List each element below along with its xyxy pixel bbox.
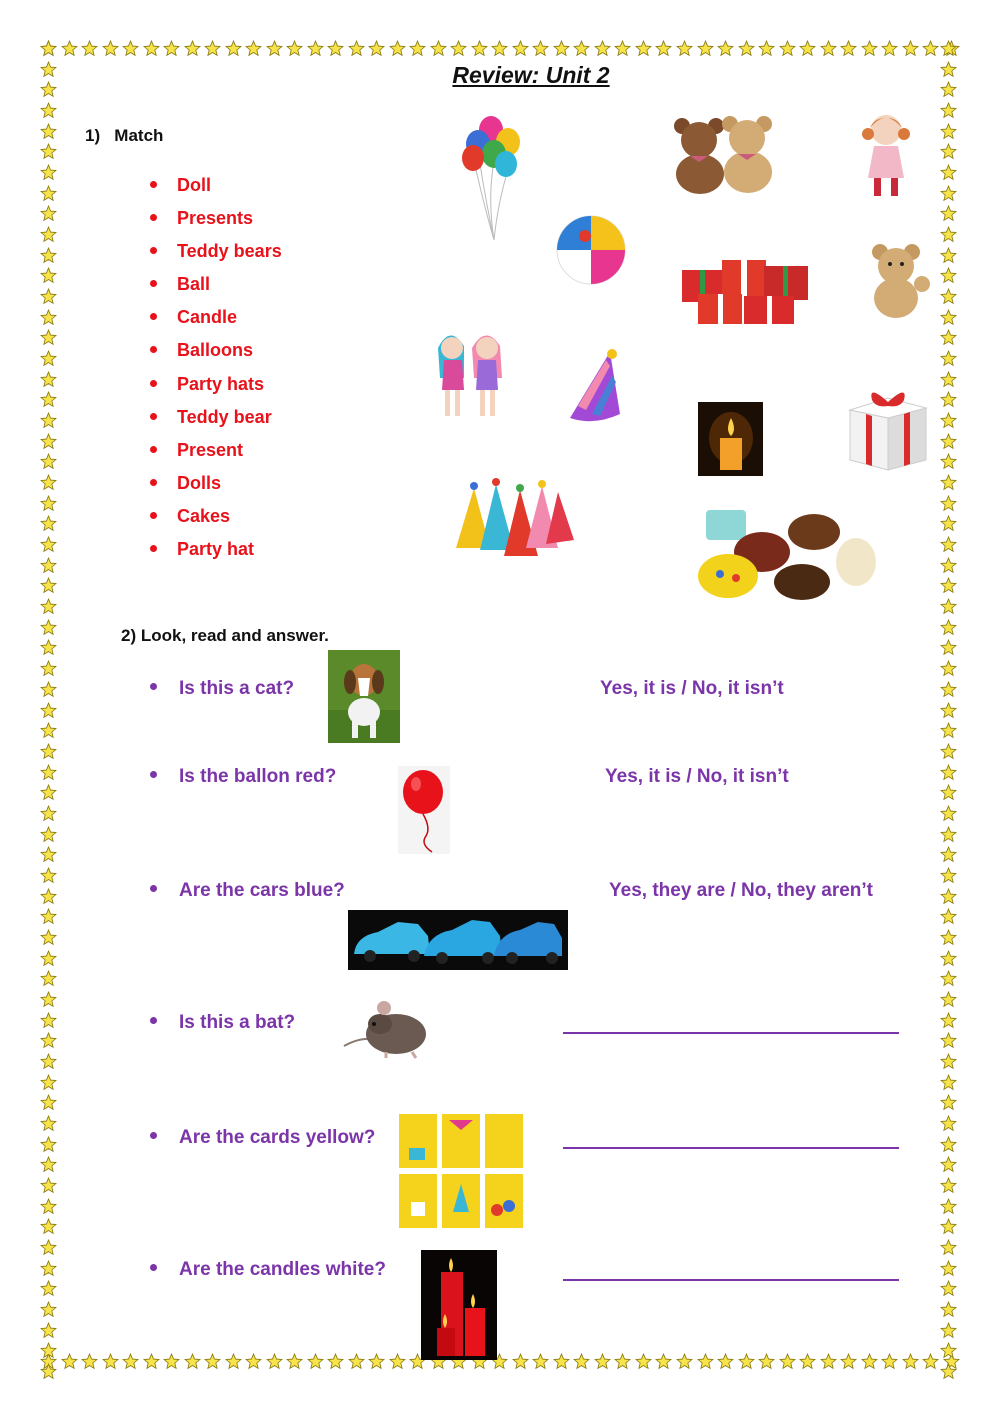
star-icon	[307, 1353, 324, 1370]
candle-icon	[698, 402, 763, 476]
star-icon	[676, 40, 693, 57]
star-icon	[40, 639, 57, 656]
star-icon	[940, 1156, 957, 1173]
star-icon	[940, 515, 957, 532]
match-word: Teddy bears	[150, 241, 282, 262]
star-icon	[940, 702, 957, 719]
star-icon	[940, 185, 957, 202]
star-icon	[940, 453, 957, 470]
star-icon	[940, 908, 957, 925]
star-icon	[163, 1353, 180, 1370]
star-icon	[40, 1260, 57, 1277]
star-icon	[940, 164, 957, 181]
star-icon	[940, 1177, 957, 1194]
star-icon	[204, 1353, 221, 1370]
star-icon	[758, 1353, 775, 1370]
star-icon	[940, 867, 957, 884]
star-icon	[940, 1363, 957, 1380]
star-icon	[940, 1032, 957, 1049]
star-icon	[368, 40, 385, 57]
star-icon	[40, 536, 57, 553]
star-icon	[40, 164, 57, 181]
star-icon	[81, 1353, 98, 1370]
presents-icon	[678, 250, 814, 326]
star-icon	[940, 929, 957, 946]
star-icon	[40, 185, 57, 202]
star-icon	[594, 40, 611, 57]
star-icon	[40, 950, 57, 967]
present-icon	[846, 384, 930, 472]
star-icon	[40, 205, 57, 222]
star-border-bottom	[40, 1353, 960, 1373]
star-icon	[491, 40, 508, 57]
star-icon	[143, 40, 160, 57]
star-icon	[573, 40, 590, 57]
star-icon	[102, 40, 119, 57]
question-item: Is this a cat?	[150, 678, 294, 700]
star-icon	[40, 1218, 57, 1235]
star-icon	[40, 577, 57, 594]
star-icon	[940, 557, 957, 574]
rat-icon	[342, 996, 436, 1060]
star-icon	[61, 40, 78, 57]
star-icon	[81, 40, 98, 57]
star-icon	[940, 722, 957, 739]
star-icon	[225, 1353, 242, 1370]
star-icon	[225, 40, 242, 57]
star-icon	[738, 1353, 755, 1370]
star-icon	[430, 40, 447, 57]
star-icon	[40, 391, 57, 408]
star-icon	[940, 1053, 957, 1070]
star-icon	[697, 40, 714, 57]
star-icon	[40, 226, 57, 243]
cars-icon	[348, 910, 568, 970]
star-icon	[553, 1353, 570, 1370]
star-icon	[40, 495, 57, 512]
star-icon	[676, 1353, 693, 1370]
star-icon	[40, 826, 57, 843]
star-icon	[40, 557, 57, 574]
star-icon	[940, 1074, 957, 1091]
star-icon	[327, 1353, 344, 1370]
star-icon	[940, 991, 957, 1008]
star-icon	[40, 1198, 57, 1215]
match-word: Candle	[150, 307, 237, 328]
answer-option: Yes, it is / No, it isn’t	[605, 766, 789, 787]
star-icon	[204, 40, 221, 57]
star-icon	[40, 867, 57, 884]
star-icon	[881, 1353, 898, 1370]
match-word: Balloons	[150, 340, 253, 361]
star-icon	[40, 1074, 57, 1091]
teddy-bears-icon	[668, 114, 776, 196]
star-icon	[940, 102, 957, 119]
star-icon	[348, 1353, 365, 1370]
star-icon	[820, 1353, 837, 1370]
star-icon	[573, 1353, 590, 1370]
star-icon	[940, 536, 957, 553]
star-icon	[368, 1353, 385, 1370]
star-icon	[697, 1353, 714, 1370]
party-hat-icon	[566, 348, 628, 424]
star-icon	[940, 433, 957, 450]
star-icon	[40, 288, 57, 305]
candles-icon	[421, 1250, 497, 1360]
star-icon	[40, 681, 57, 698]
star-icon	[40, 123, 57, 140]
star-icon	[940, 1136, 957, 1153]
star-icon	[940, 764, 957, 781]
star-icon	[40, 1280, 57, 1297]
star-icon	[266, 40, 283, 57]
star-icon	[940, 598, 957, 615]
star-icon	[409, 40, 426, 57]
star-icon	[940, 577, 957, 594]
star-icon	[717, 1353, 734, 1370]
star-icon	[40, 846, 57, 863]
star-icon	[40, 1136, 57, 1153]
question-item: Are the cards yellow?	[150, 1127, 375, 1149]
star-icon	[940, 660, 957, 677]
match-word: Party hat	[150, 539, 254, 560]
star-icon	[163, 40, 180, 57]
star-icon	[40, 722, 57, 739]
answer-line	[563, 1147, 899, 1149]
star-icon	[940, 805, 957, 822]
star-icon	[940, 329, 957, 346]
star-icon	[40, 1012, 57, 1029]
star-icon	[820, 40, 837, 57]
star-icon	[940, 391, 957, 408]
star-icon	[655, 40, 672, 57]
star-icon	[940, 495, 957, 512]
star-icon	[940, 247, 957, 264]
star-icon	[940, 1115, 957, 1132]
question-item: Is this a bat?	[150, 1012, 295, 1034]
star-icon	[286, 1353, 303, 1370]
star-icon	[940, 1239, 957, 1256]
star-icon	[40, 743, 57, 760]
star-icon	[940, 143, 957, 160]
star-icon	[532, 1353, 549, 1370]
star-icon	[614, 40, 631, 57]
star-icon	[40, 1342, 57, 1359]
star-icon	[40, 888, 57, 905]
section2-heading: 2) Look, read and answer.	[121, 626, 329, 645]
star-icon	[40, 350, 57, 367]
star-icon	[940, 371, 957, 388]
star-icon	[40, 1032, 57, 1049]
star-icon	[940, 226, 957, 243]
star-icon	[184, 1353, 201, 1370]
star-icon	[940, 743, 957, 760]
star-icon	[940, 826, 957, 843]
star-icon	[861, 1353, 878, 1370]
star-icon	[40, 660, 57, 677]
star-icon	[940, 412, 957, 429]
match-word: Dolls	[150, 473, 221, 494]
star-icon	[940, 1322, 957, 1339]
star-icon	[245, 40, 262, 57]
dolls-icon	[434, 328, 506, 420]
star-icon	[40, 1094, 57, 1111]
match-word: Doll	[150, 175, 211, 196]
star-icon	[532, 40, 549, 57]
match-word: Party hats	[150, 374, 264, 395]
doll-icon	[860, 110, 912, 200]
star-icon	[940, 123, 957, 140]
star-icon	[553, 40, 570, 57]
star-icon	[40, 1322, 57, 1339]
star-icon	[940, 846, 957, 863]
star-icon	[840, 40, 857, 57]
star-icon	[122, 40, 139, 57]
star-icon	[902, 40, 919, 57]
star-icon	[758, 40, 775, 57]
star-icon	[40, 619, 57, 636]
star-icon	[122, 1353, 139, 1370]
star-icon	[40, 1239, 57, 1256]
star-icon	[940, 267, 957, 284]
cakes-icon	[698, 504, 876, 602]
star-border-top	[40, 40, 960, 60]
star-icon	[922, 1353, 939, 1370]
star-icon	[40, 412, 57, 429]
star-icon	[40, 102, 57, 119]
dog-icon	[328, 650, 400, 743]
star-icon	[40, 598, 57, 615]
star-icon	[40, 805, 57, 822]
star-icon	[471, 40, 488, 57]
star-icon	[450, 40, 467, 57]
star-icon	[40, 991, 57, 1008]
star-icon	[922, 40, 939, 57]
beach-ball-icon	[555, 214, 627, 286]
star-icon	[635, 40, 652, 57]
star-icon	[940, 1342, 957, 1359]
star-icon	[940, 309, 957, 326]
section1-title: Match	[114, 126, 164, 145]
star-icon	[143, 1353, 160, 1370]
star-icon	[902, 1353, 919, 1370]
star-icon	[614, 1353, 631, 1370]
star-icon	[940, 1280, 957, 1297]
star-icon	[940, 950, 957, 967]
star-icon	[40, 1177, 57, 1194]
star-border-left	[40, 40, 60, 1380]
star-icon	[40, 784, 57, 801]
page-title: Review: Unit 2	[452, 62, 610, 88]
star-border-right	[940, 40, 960, 1380]
star-icon	[40, 267, 57, 284]
star-icon	[389, 40, 406, 57]
star-icon	[40, 143, 57, 160]
star-icon	[799, 40, 816, 57]
star-icon	[940, 970, 957, 987]
star-icon	[245, 1353, 262, 1370]
star-icon	[738, 40, 755, 57]
star-icon	[940, 474, 957, 491]
star-icon	[779, 1353, 796, 1370]
star-icon	[40, 702, 57, 719]
answer-line	[563, 1032, 899, 1034]
section1-number: 1)	[85, 126, 101, 145]
star-icon	[40, 1156, 57, 1173]
star-icon	[655, 1353, 672, 1370]
star-icon	[102, 1353, 119, 1370]
star-icon	[635, 1353, 652, 1370]
star-icon	[940, 639, 957, 656]
star-icon	[40, 371, 57, 388]
star-icon	[40, 908, 57, 925]
star-icon	[266, 1353, 283, 1370]
party-hats-icon	[454, 478, 576, 560]
star-icon	[286, 40, 303, 57]
star-icon	[40, 929, 57, 946]
star-icon	[40, 40, 57, 57]
match-word: Presents	[150, 208, 253, 229]
star-icon	[594, 1353, 611, 1370]
question-item: Are the cars blue?	[150, 880, 345, 902]
teddy-bear-icon	[860, 242, 936, 320]
star-icon	[40, 764, 57, 781]
star-icon	[940, 619, 957, 636]
star-icon	[40, 970, 57, 987]
star-icon	[40, 474, 57, 491]
star-icon	[40, 1115, 57, 1132]
star-icon	[40, 329, 57, 346]
star-icon	[40, 1301, 57, 1318]
star-icon	[307, 40, 324, 57]
star-icon	[881, 40, 898, 57]
star-icon	[940, 1198, 957, 1215]
star-icon	[40, 1363, 57, 1380]
section1-heading	[85, 126, 163, 146]
star-icon	[61, 1353, 78, 1370]
star-icon	[940, 205, 957, 222]
star-icon	[40, 515, 57, 532]
star-icon	[940, 1301, 957, 1318]
red-balloon-icon	[398, 766, 450, 854]
star-icon	[40, 453, 57, 470]
star-icon	[779, 40, 796, 57]
balloons-icon	[458, 112, 528, 242]
star-icon	[348, 40, 365, 57]
star-icon	[940, 288, 957, 305]
star-icon	[840, 1353, 857, 1370]
star-icon	[717, 40, 734, 57]
star-icon	[512, 40, 529, 57]
star-icon	[940, 681, 957, 698]
star-icon	[940, 350, 957, 367]
star-icon	[40, 309, 57, 326]
answer-option: Yes, it is / No, it isn’t	[600, 678, 784, 699]
star-icon	[940, 1012, 957, 1029]
star-icon	[40, 247, 57, 264]
star-icon	[799, 1353, 816, 1370]
star-icon	[940, 40, 957, 57]
match-word: Present	[150, 440, 243, 461]
star-icon	[327, 40, 344, 57]
answer-option: Yes, they are / No, they aren’t	[609, 880, 873, 901]
match-word: Cakes	[150, 506, 230, 527]
star-icon	[861, 40, 878, 57]
star-icon	[40, 1053, 57, 1070]
cards-icon	[397, 1112, 525, 1230]
star-icon	[389, 1353, 406, 1370]
star-icon	[940, 784, 957, 801]
question-item: Are the candles white?	[150, 1259, 386, 1281]
star-icon	[184, 40, 201, 57]
question-item: Is the ballon red?	[150, 766, 336, 788]
star-icon	[40, 433, 57, 450]
star-icon	[512, 1353, 529, 1370]
answer-line	[563, 1279, 899, 1281]
star-icon	[940, 1218, 957, 1235]
match-word: Teddy bear	[150, 407, 272, 428]
star-icon	[940, 1260, 957, 1277]
match-word: Ball	[150, 274, 210, 295]
star-icon	[940, 1094, 957, 1111]
star-icon	[940, 888, 957, 905]
